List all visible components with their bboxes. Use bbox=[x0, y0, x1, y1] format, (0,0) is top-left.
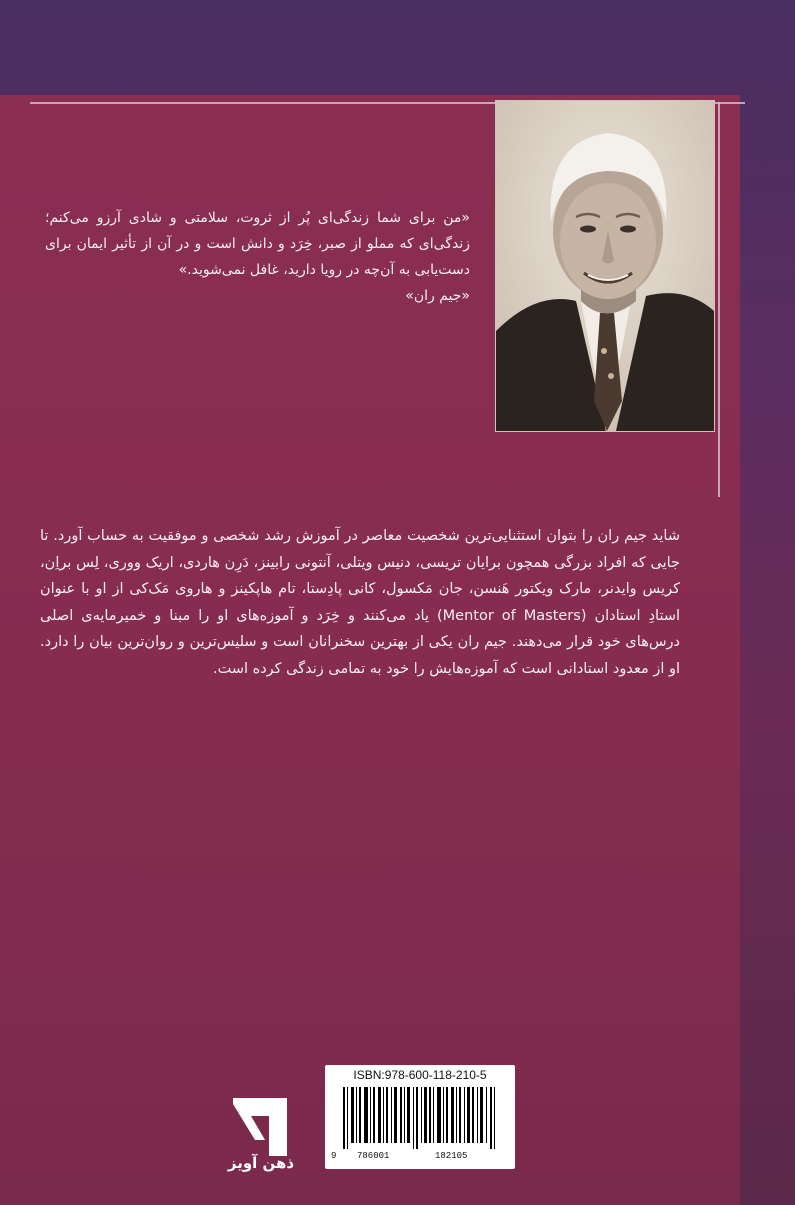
quote-text: «من برای شما زندگی‌ای پُر از ثروت، سلامتی و شادی آرزو می‌کنم؛ زندگی‌ای که مملو از صبر، خِرَد و دانش است و در آن از تأثیر ایمان برای دست‌یابی به آن‌چه در رویا دارید، غافل نمی‌شوید.» bbox=[45, 210, 470, 278]
isbn-label: ISBN:978-600-118-210-5 bbox=[353, 1068, 487, 1082]
barcode bbox=[325, 1065, 515, 1169]
frame-line-vertical bbox=[718, 102, 720, 497]
author-quote bbox=[45, 205, 470, 309]
barcode-left-digits: 786001 bbox=[357, 1151, 390, 1161]
barcode-bars bbox=[343, 1087, 499, 1149]
quote-attribution: «جیم ران» bbox=[405, 288, 470, 304]
publisher-name: ذهن آویز bbox=[227, 1154, 295, 1172]
book-description: شاید جیم ران را بتوان استثنایی‌ترین شخصیت معاصر در آموزش رشد شخصی و موفقیت به حساب آورد. تا جایی که افراد بزرگی همچون برایان تریسی، دنیس ویتلی، آنتونی رابینز، دَرِن هاردی، اریک ووری، لِس براِن، کریس وایدنر، مارک ویکتور هَنسن، جان مَکسول، کانی پادِستا، تام هاپکینز و هاروی مَک‌کی از او با عنوان استادِ استادان (Mentor of Masters) یاد می‌کنند و خِرَد و آموزه‌های او را مبنا و خمیرمایه‌ی اصلی درس‌های خود قرار می‌دهند. جیم ران یکی از بهترین سخنرانان است و سلیس‌ترین و روان‌ترین بیان را دارد. او از معدود استادانی است که آموزه‌هایش را خود به تمامی زندگی کرده است. bbox=[40, 528, 681, 677]
barcode-lead-digit: 9 bbox=[331, 1151, 337, 1161]
barcode-right-digits: 182105 bbox=[435, 1151, 468, 1161]
author-portrait bbox=[495, 100, 715, 432]
